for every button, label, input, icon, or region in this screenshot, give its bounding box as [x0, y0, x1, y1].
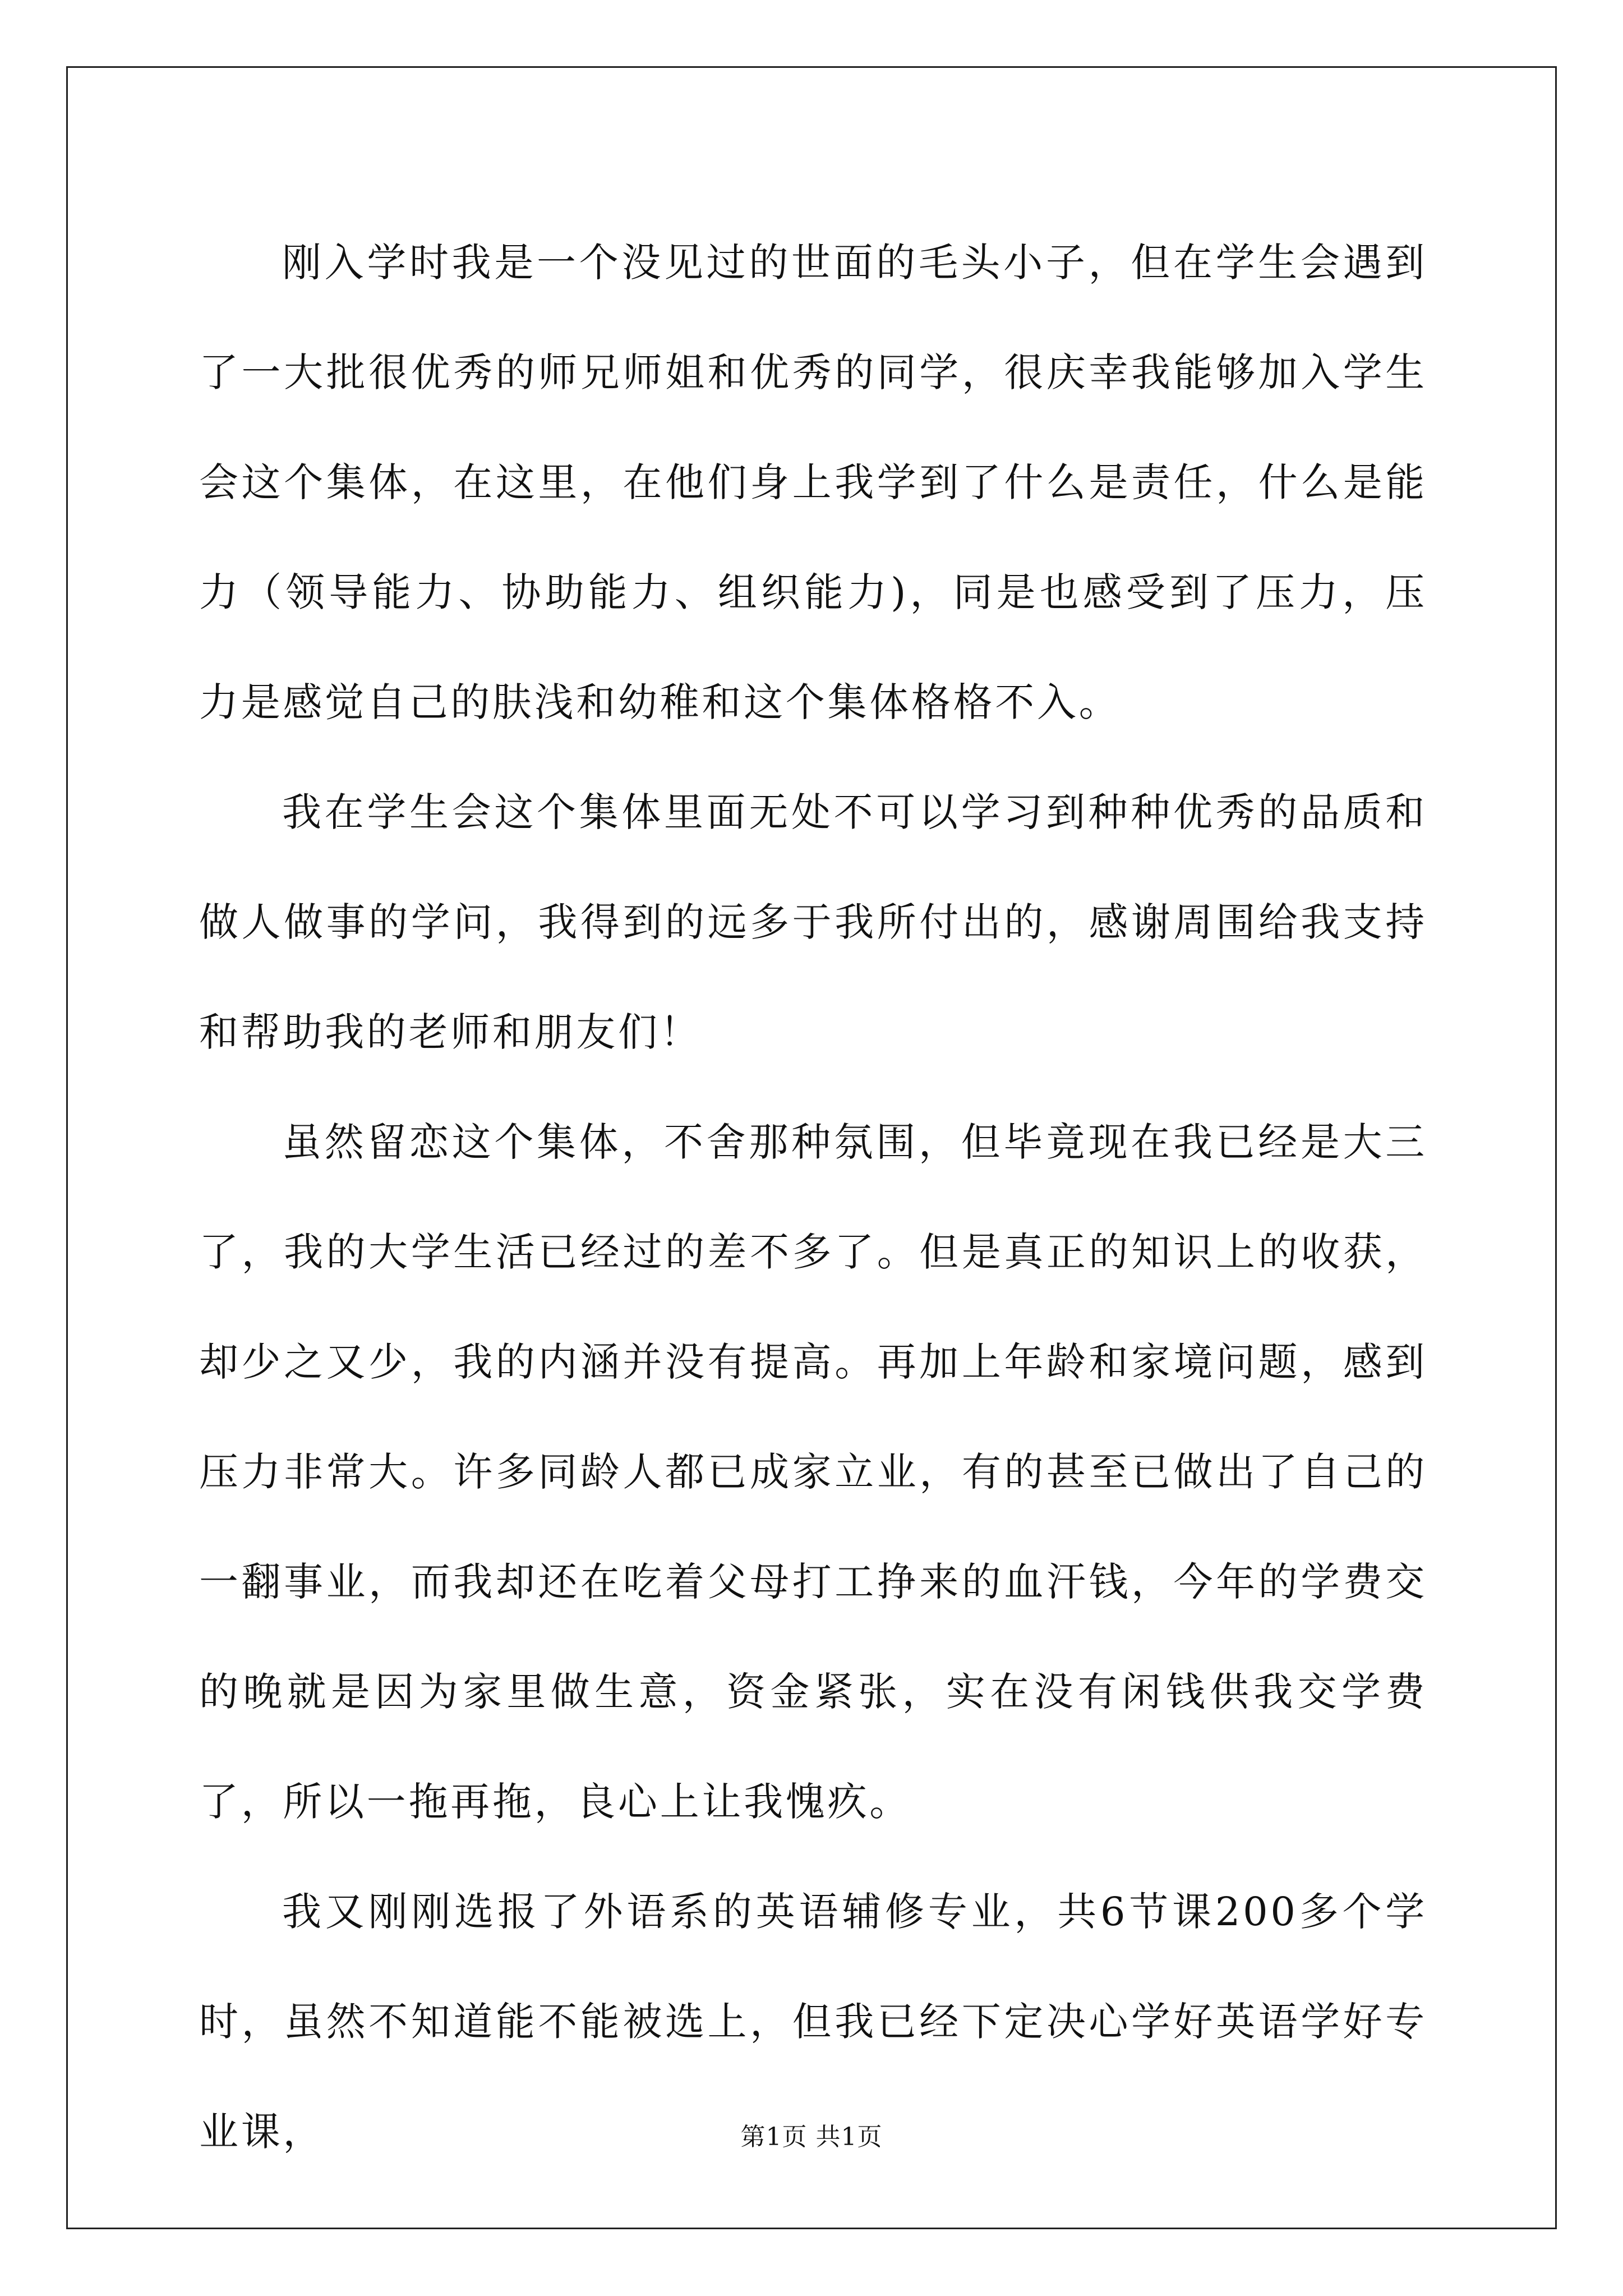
document-body	[199, 208, 1427, 2187]
paragraph-3: 虽然留恋这个集体，不舍那种氛围，但毕竟现在我已经是大三了，我的大学生活已经过的差不多了。但是真正的知识上的收获，却少之又少，我的内涵并没有提高。再加上年龄和家境问题，感到压力非常大。许多同龄人都已成家立业，有的甚至已做出了自己的一翻事业，而我却还在吃着父母打工挣来的血汗钱，今年的学费交的晚就是因为家里做生意，资金紧张，实在没有闲钱供我交学费了，所以一拖再拖，良心上让我愧疚。	[199, 1119, 1427, 1825]
paragraph-4: 我又刚刚选报了外语系的英语辅修专业，共6节课200多个学时，虽然不知道能不能被选上，但我已经下定决心学好英语学好专业课，	[199, 1889, 1427, 2155]
paragraph-1: 刚入学时我是一个没见过的世面的毛头小子，但在学生会遇到了一大批很优秀的师兄师姐和优秀的同学，很庆幸我能够加入学生会这个集体，在这里，在他们身上我学到了什么是责任，什么是能力（领导能力、协助能力、组织能力)，同是也感受到了压力，压力是感觉自己的肤浅和幼稚和这个集体格格不入。	[199, 240, 1427, 725]
paragraph-2: 我在学生会这个集体里面无处不可以学习到种种优秀的品质和做人做事的学问，我得到的远多于我所付出的，感谢周围给我支持和帮助我的老师和朋友们！	[199, 789, 1427, 1055]
page-footer: 第1页 共1页	[740, 2123, 883, 2151]
